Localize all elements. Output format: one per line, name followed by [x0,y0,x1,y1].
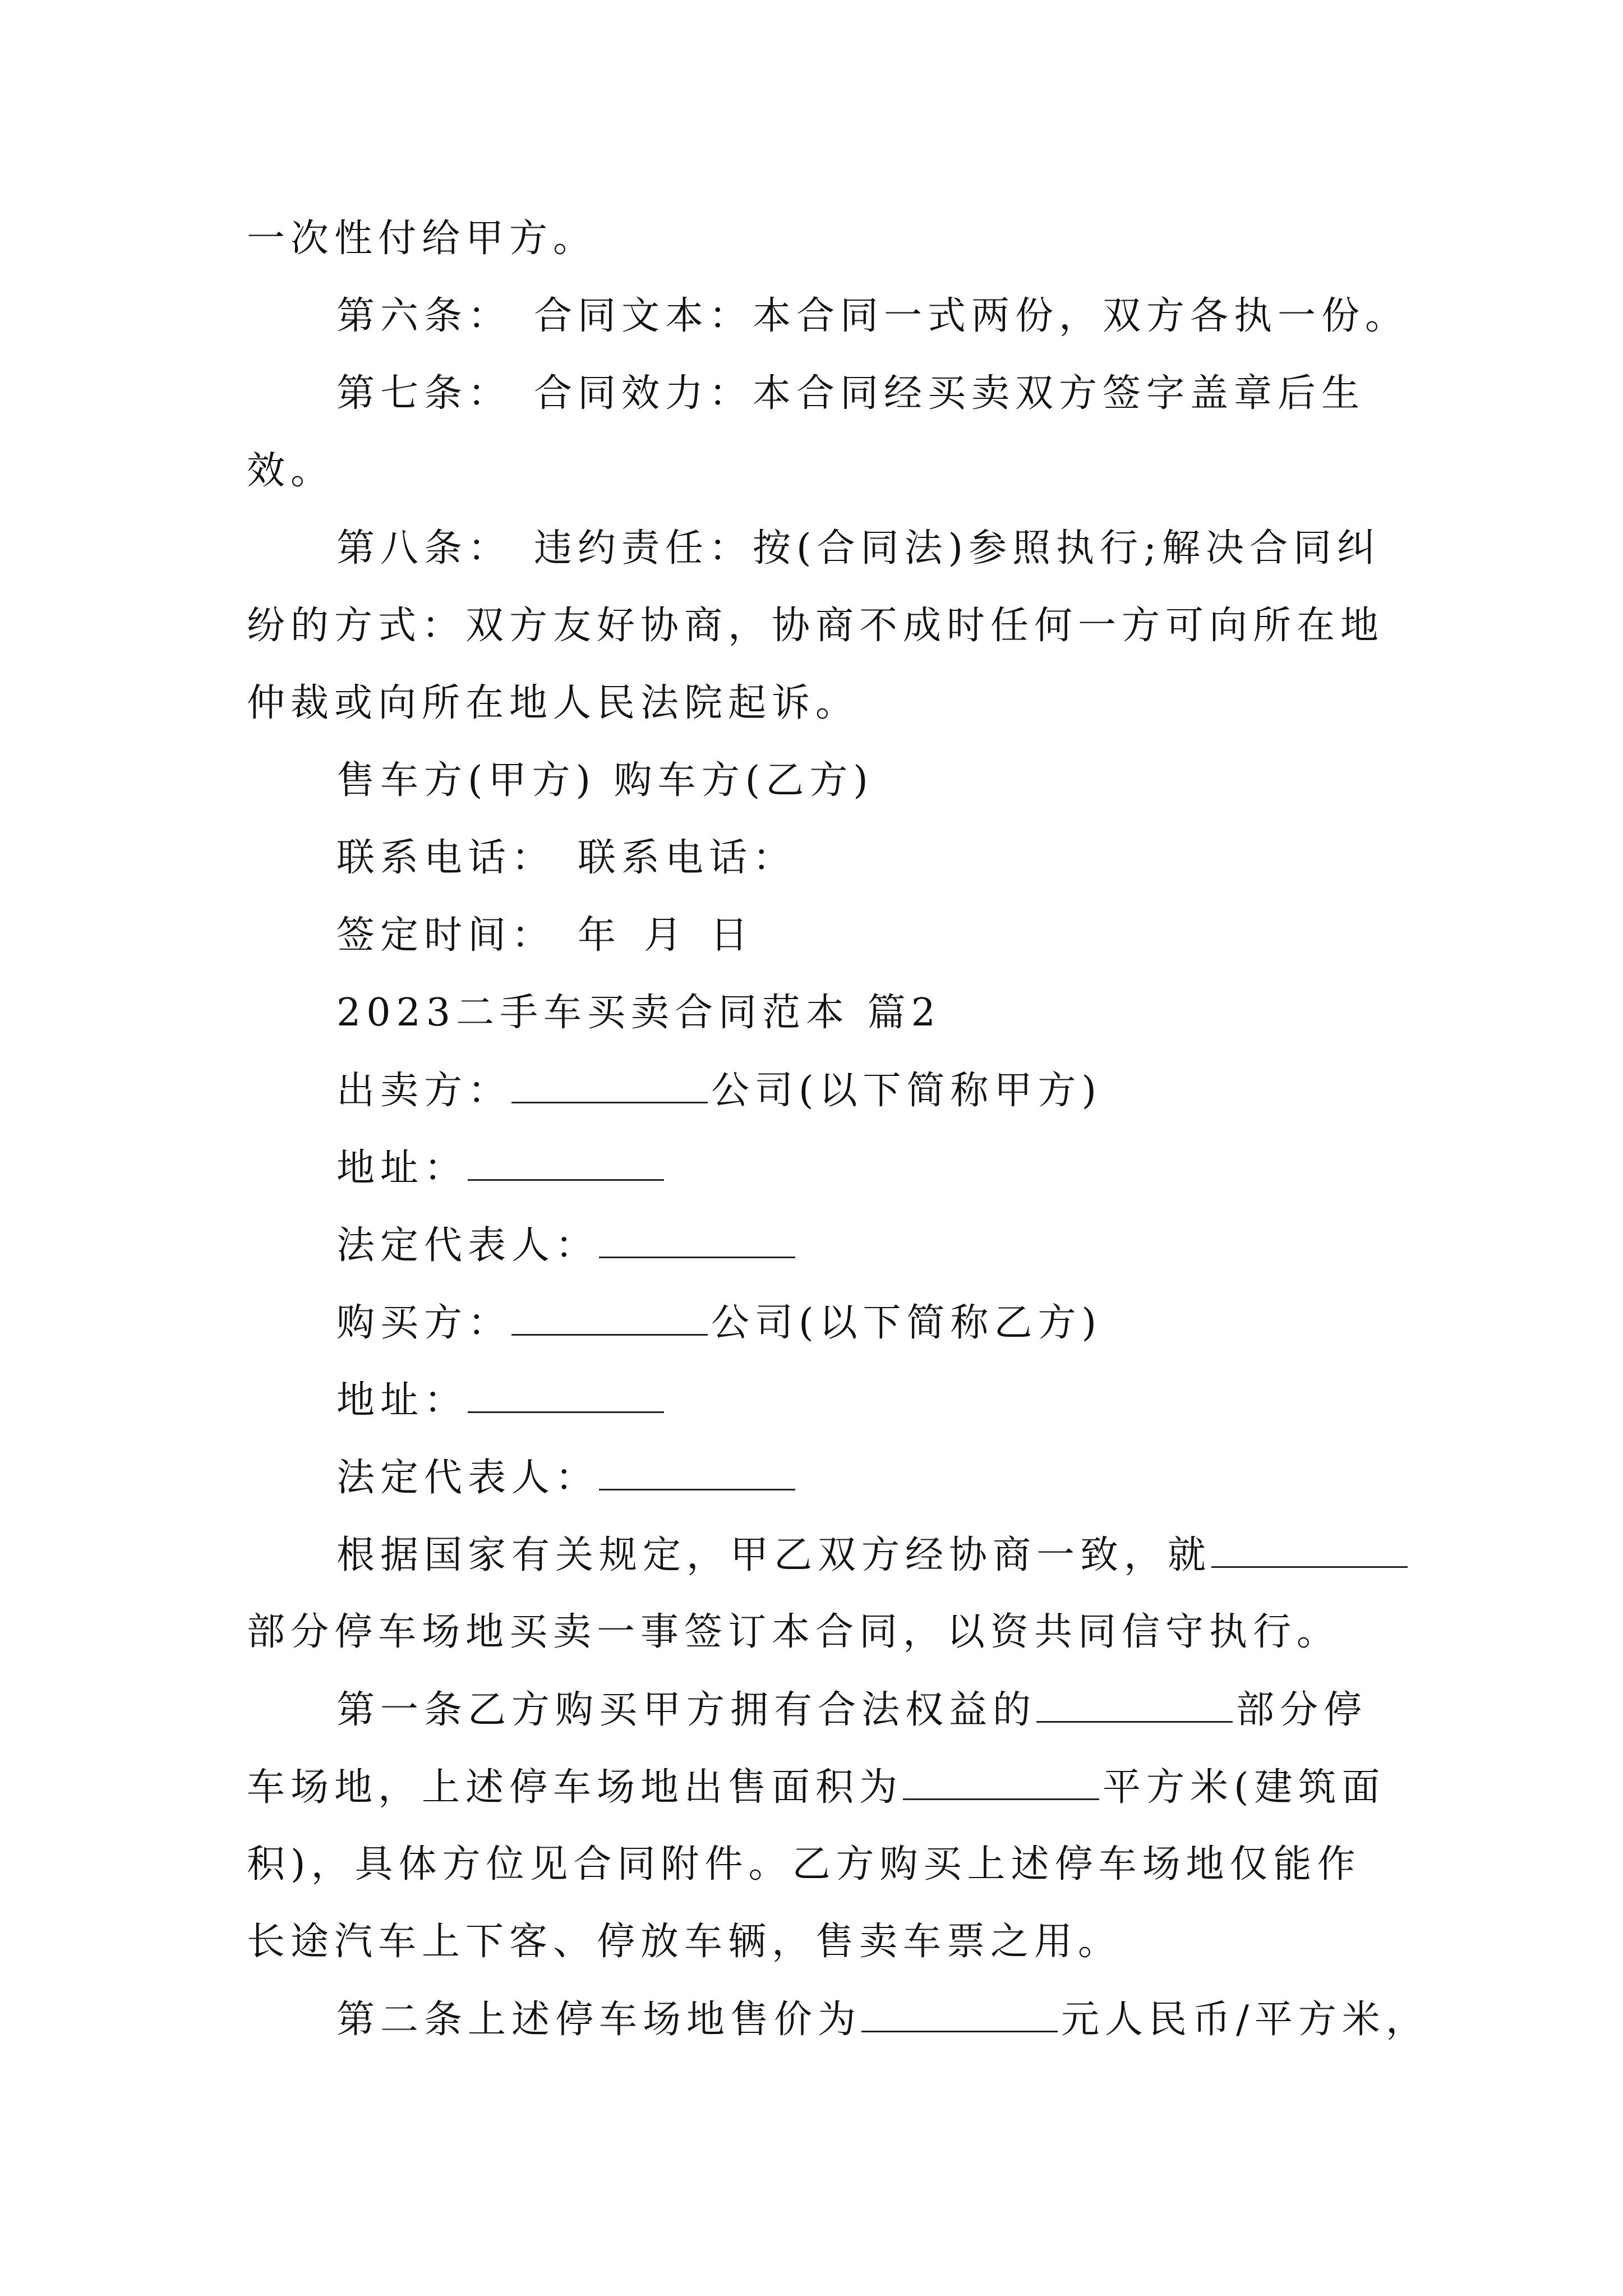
sign-date-line [336,913,754,958]
text-span: 第一条乙方购买甲方拥有合法权益的 [336,1688,1037,1732]
paragraph-line [247,1610,1341,1654]
blank-underline [903,1768,1099,1800]
article-label: 第八条： [336,526,512,570]
article-two-line [336,1998,1430,2042]
paragraph-line [247,1765,1386,1810]
signature-parties-line [336,758,874,803]
preamble-line [336,1533,1411,1577]
text-span: 元人民币/平方米， [1061,1998,1430,2042]
blank-underline [861,2000,1058,2032]
text-span: 平方米(建筑面 [1103,1765,1386,1810]
text-span: 部分停 [1236,1688,1368,1732]
text-span: 仲裁或向所在地人民法院起诉。 [247,681,860,725]
text-span: 车场地，上述停车场地出售面积为 [247,1765,903,1810]
text-span: 合同效力：本合同经买卖双方签字盖章后生 [534,371,1366,416]
paragraph-line [247,1920,1122,1964]
text-span: 一次性付给甲方。 [247,217,597,261]
blank-underline [599,1458,795,1490]
text-span: 公司(以下简称乙方) [711,1301,1103,1345]
blank-underline [511,1071,708,1103]
article-six-line [336,294,1409,338]
paragraph-line [247,681,860,725]
blank-underline [511,1304,708,1336]
article-label: 第七条： [336,371,512,416]
year-label: 年 [578,913,622,958]
seller-label: 出卖方： [336,1069,512,1113]
blank-underline [1036,1691,1233,1723]
buyer-address-line [336,1378,667,1423]
article-one-line [336,1688,1368,1732]
text-span: 长途汽车上下客、停放车辆，售卖车票之用。 [247,1920,1122,1964]
buyer-label: 购买方： [336,1301,512,1345]
sign-date-label: 签定时间： [336,913,556,958]
paragraph-line [247,449,335,493]
paragraph-line [247,1842,1361,1887]
text-span: 合同文本：本合同一式两份，双方各执一份。 [534,294,1409,338]
article-label: 第六条： [336,294,512,338]
seller-address-line [336,1146,667,1190]
blank-underline [1211,1536,1408,1568]
text-span: 违约责任：按(合同法)参照执行;解决合同纠 [534,526,1381,570]
blank-underline [468,1381,664,1413]
seller-representative-line [336,1223,799,1268]
text-span: 部分停车场地买卖一事签订本合同，以资共同信守执行。 [247,1610,1341,1654]
text-span: 效。 [247,449,335,493]
buyer-line [336,1301,1103,1345]
text-span: 2023二手车买卖合同范本 篇2 [336,991,941,1035]
article-eight-line [336,526,1381,570]
month-label: 月 [644,913,688,958]
paragraph-line [247,604,1385,648]
address-label: 地址： [336,1146,468,1190]
phone-label-seller: 联系电话： [336,836,556,880]
text-span: 积)，具体方位见合同附件。乙方购买上述停车场地仅能作 [247,1842,1361,1887]
representative-label: 法定代表人： [336,1456,600,1500]
address-label: 地址： [336,1378,468,1423]
text-span: 售车方(甲方) 购车方(乙方) [336,758,874,803]
seller-line [336,1069,1103,1113]
text-span: 根据国家有关规定，甲乙双方经协商一致，就 [336,1533,1212,1577]
text-span: 公司(以下简称甲方) [711,1069,1103,1113]
article-seven-line [336,371,1366,416]
blank-underline [599,1226,795,1258]
representative-label: 法定代表人： [336,1223,600,1268]
blank-underline [468,1149,664,1181]
buyer-representative-line [336,1456,799,1500]
paragraph-line [247,217,597,261]
text-span: 第二条上述停车场地售价为 [336,1998,862,2042]
phone-label-buyer: 联系电话： [578,836,797,880]
day-label: 日 [710,913,754,958]
section-heading [336,991,941,1035]
contact-phone-line [336,836,797,880]
text-span: 纷的方式：双方友好协商，协商不成时任何一方可向所在地 [247,604,1385,648]
